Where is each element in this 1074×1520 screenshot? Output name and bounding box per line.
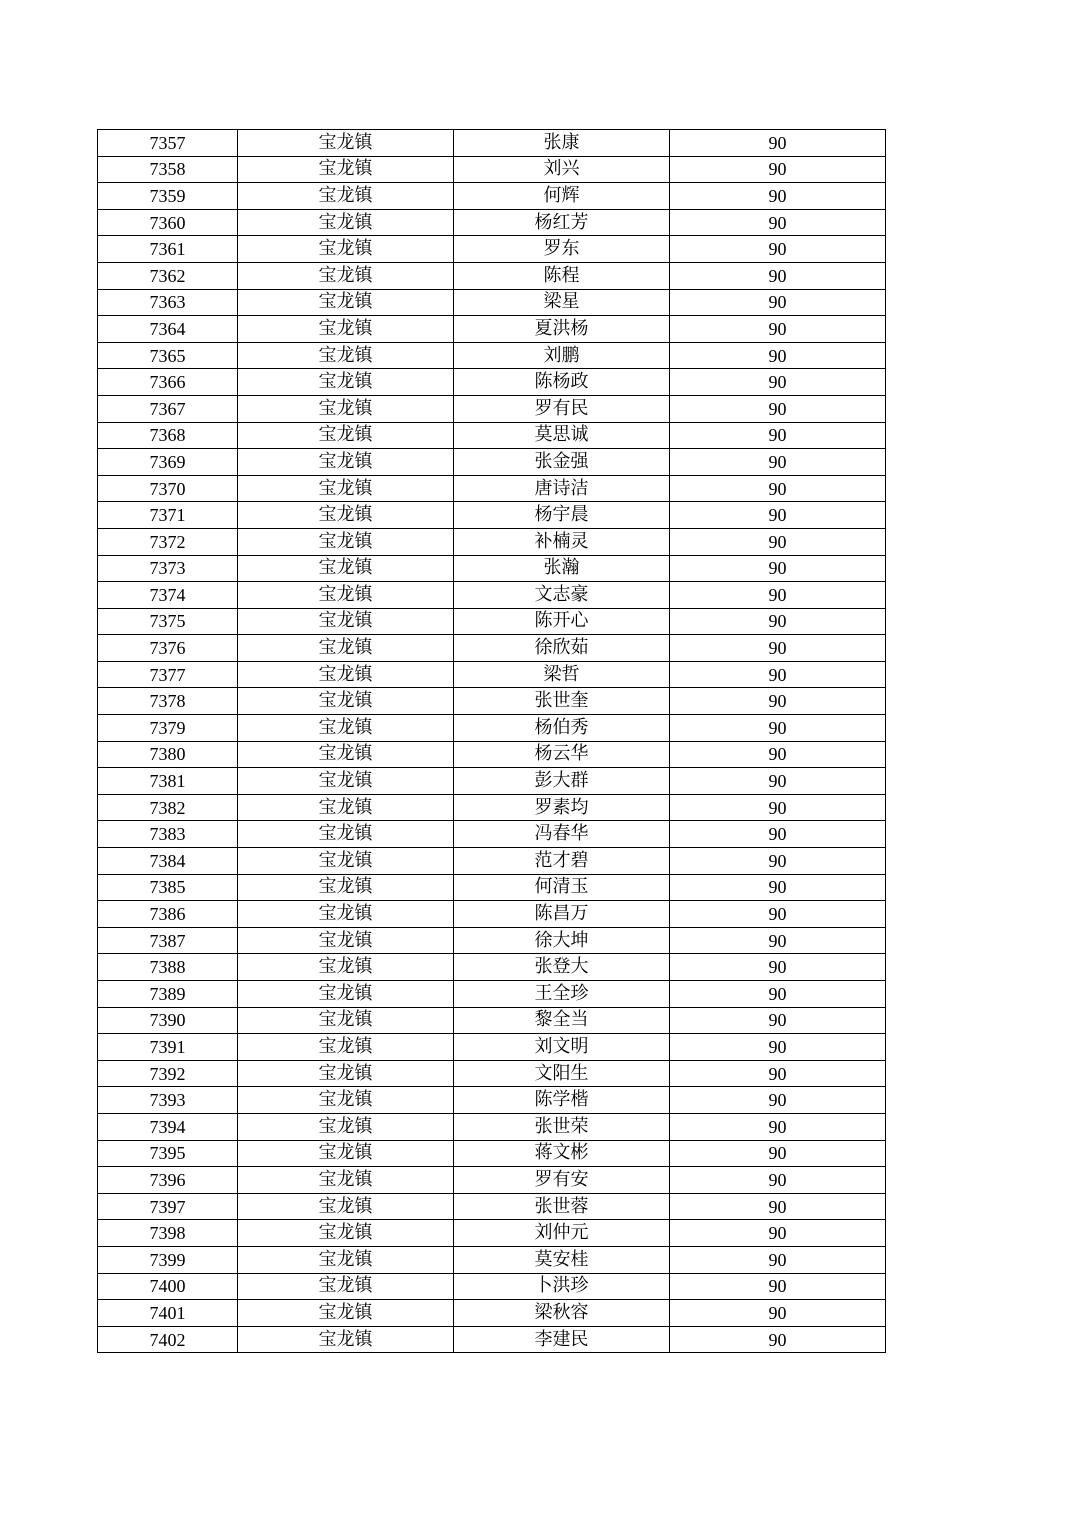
town-cell: 宝龙镇 <box>238 236 454 263</box>
name-cell: 杨云华 <box>454 741 670 768</box>
name-cell: 张世奎 <box>454 688 670 715</box>
town-cell: 宝龙镇 <box>238 1034 454 1061</box>
town-cell: 宝龙镇 <box>238 715 454 742</box>
amount-cell: 90 <box>670 1113 886 1140</box>
name-cell: 陈开心 <box>454 608 670 635</box>
name-cell: 李建民 <box>454 1326 670 1353</box>
town-cell: 宝龙镇 <box>238 661 454 688</box>
name-cell: 张世荣 <box>454 1113 670 1140</box>
amount-cell: 90 <box>670 1300 886 1327</box>
row-number-cell: 7395 <box>98 1140 238 1167</box>
name-cell: 梁哲 <box>454 661 670 688</box>
town-cell: 宝龙镇 <box>238 555 454 582</box>
town-cell: 宝龙镇 <box>238 130 454 157</box>
name-cell: 夏洪杨 <box>454 316 670 343</box>
row-number-cell: 7374 <box>98 582 238 609</box>
name-cell: 张康 <box>454 130 670 157</box>
table-row <box>98 422 886 449</box>
town-cell: 宝龙镇 <box>238 741 454 768</box>
town-cell: 宝龙镇 <box>238 369 454 396</box>
amount-cell: 90 <box>670 1007 886 1034</box>
table-row <box>98 1087 886 1114</box>
amount-cell: 90 <box>670 821 886 848</box>
name-cell: 范才碧 <box>454 848 670 875</box>
table-row <box>98 688 886 715</box>
row-number-cell: 7401 <box>98 1300 238 1327</box>
table-row <box>98 502 886 529</box>
town-cell: 宝龙镇 <box>238 156 454 183</box>
town-cell: 宝龙镇 <box>238 289 454 316</box>
name-cell: 补楠灵 <box>454 528 670 555</box>
amount-cell: 90 <box>670 1034 886 1061</box>
amount-cell: 90 <box>670 981 886 1008</box>
table-row <box>98 1273 886 1300</box>
row-number-cell: 7360 <box>98 209 238 236</box>
row-number-cell: 7386 <box>98 901 238 928</box>
amount-cell: 90 <box>670 927 886 954</box>
name-cell: 冯春华 <box>454 821 670 848</box>
amount-cell: 90 <box>670 156 886 183</box>
amount-cell: 90 <box>670 582 886 609</box>
amount-cell: 90 <box>670 1167 886 1194</box>
town-cell: 宝龙镇 <box>238 262 454 289</box>
table-row <box>98 794 886 821</box>
name-cell: 张瀚 <box>454 555 670 582</box>
name-cell: 黎全当 <box>454 1007 670 1034</box>
row-number-cell: 7382 <box>98 794 238 821</box>
name-cell: 杨伯秀 <box>454 715 670 742</box>
row-number-cell: 7384 <box>98 848 238 875</box>
name-cell: 罗素均 <box>454 794 670 821</box>
amount-cell: 90 <box>670 289 886 316</box>
town-cell: 宝龙镇 <box>238 848 454 875</box>
town-cell: 宝龙镇 <box>238 528 454 555</box>
row-number-cell: 7358 <box>98 156 238 183</box>
row-number-cell: 7397 <box>98 1193 238 1220</box>
name-cell: 刘仲元 <box>454 1220 670 1247</box>
town-cell: 宝龙镇 <box>238 582 454 609</box>
name-cell: 陈昌万 <box>454 901 670 928</box>
town-cell: 宝龙镇 <box>238 608 454 635</box>
table-row <box>98 183 886 210</box>
name-cell: 刘兴 <box>454 156 670 183</box>
name-cell: 莫安桂 <box>454 1246 670 1273</box>
row-number-cell: 7365 <box>98 342 238 369</box>
name-cell: 蒋文彬 <box>454 1140 670 1167</box>
row-number-cell: 7373 <box>98 555 238 582</box>
town-cell: 宝龙镇 <box>238 635 454 662</box>
row-number-cell: 7379 <box>98 715 238 742</box>
amount-cell: 90 <box>670 848 886 875</box>
table-row <box>98 954 886 981</box>
name-cell: 唐诗洁 <box>454 475 670 502</box>
amount-cell: 90 <box>670 608 886 635</box>
amount-cell: 90 <box>670 661 886 688</box>
row-number-cell: 7390 <box>98 1007 238 1034</box>
table-row <box>98 1034 886 1061</box>
name-cell: 梁秋容 <box>454 1300 670 1327</box>
town-cell: 宝龙镇 <box>238 768 454 795</box>
row-number-cell: 7371 <box>98 502 238 529</box>
name-cell: 卜洪珍 <box>454 1273 670 1300</box>
town-cell: 宝龙镇 <box>238 1220 454 1247</box>
table-row <box>98 236 886 263</box>
name-cell: 徐欣茹 <box>454 635 670 662</box>
amount-cell: 90 <box>670 395 886 422</box>
amount-cell: 90 <box>670 130 886 157</box>
town-cell: 宝龙镇 <box>238 874 454 901</box>
town-cell: 宝龙镇 <box>238 821 454 848</box>
amount-cell: 90 <box>670 688 886 715</box>
name-cell: 徐大坤 <box>454 927 670 954</box>
amount-cell: 90 <box>670 1060 886 1087</box>
amount-cell: 90 <box>670 1220 886 1247</box>
town-cell: 宝龙镇 <box>238 422 454 449</box>
table-row <box>98 289 886 316</box>
town-cell: 宝龙镇 <box>238 1300 454 1327</box>
name-cell: 陈杨政 <box>454 369 670 396</box>
town-cell: 宝龙镇 <box>238 1087 454 1114</box>
town-cell: 宝龙镇 <box>238 395 454 422</box>
table-row <box>98 981 886 1008</box>
town-cell: 宝龙镇 <box>238 209 454 236</box>
table-row <box>98 316 886 343</box>
amount-cell: 90 <box>670 236 886 263</box>
amount-cell: 90 <box>670 502 886 529</box>
name-cell: 文志豪 <box>454 582 670 609</box>
row-number-cell: 7402 <box>98 1326 238 1353</box>
row-number-cell: 7400 <box>98 1273 238 1300</box>
table-row <box>98 1193 886 1220</box>
name-cell: 罗有民 <box>454 395 670 422</box>
amount-cell: 90 <box>670 262 886 289</box>
amount-cell: 90 <box>670 475 886 502</box>
row-number-cell: 7366 <box>98 369 238 396</box>
table-row <box>98 209 886 236</box>
row-number-cell: 7368 <box>98 422 238 449</box>
table-row <box>98 1167 886 1194</box>
row-number-cell: 7383 <box>98 821 238 848</box>
name-cell: 何清玉 <box>454 874 670 901</box>
name-cell: 彭大群 <box>454 768 670 795</box>
town-cell: 宝龙镇 <box>238 1007 454 1034</box>
town-cell: 宝龙镇 <box>238 502 454 529</box>
table-row <box>98 1060 886 1087</box>
table-row <box>98 156 886 183</box>
name-cell: 张世蓉 <box>454 1193 670 1220</box>
name-cell: 梁星 <box>454 289 670 316</box>
row-number-cell: 7394 <box>98 1113 238 1140</box>
row-number-cell: 7381 <box>98 768 238 795</box>
row-number-cell: 7359 <box>98 183 238 210</box>
row-number-cell: 7357 <box>98 130 238 157</box>
table-row <box>98 555 886 582</box>
town-cell: 宝龙镇 <box>238 1273 454 1300</box>
town-cell: 宝龙镇 <box>238 475 454 502</box>
amount-cell: 90 <box>670 874 886 901</box>
town-cell: 宝龙镇 <box>238 927 454 954</box>
table-row <box>98 927 886 954</box>
amount-cell: 90 <box>670 209 886 236</box>
name-cell: 何辉 <box>454 183 670 210</box>
table-row <box>98 1220 886 1247</box>
table-row <box>98 369 886 396</box>
amount-cell: 90 <box>670 1193 886 1220</box>
row-number-cell: 7369 <box>98 449 238 476</box>
row-number-cell: 7377 <box>98 661 238 688</box>
amount-cell: 90 <box>670 741 886 768</box>
table-row <box>98 1246 886 1273</box>
amount-cell: 90 <box>670 528 886 555</box>
amount-cell: 90 <box>670 1246 886 1273</box>
row-number-cell: 7362 <box>98 262 238 289</box>
table-row <box>98 342 886 369</box>
name-cell: 杨红芳 <box>454 209 670 236</box>
amount-cell: 90 <box>670 1273 886 1300</box>
table-row <box>98 449 886 476</box>
row-number-cell: 7375 <box>98 608 238 635</box>
row-number-cell: 7376 <box>98 635 238 662</box>
table-row <box>98 1140 886 1167</box>
table-row <box>98 715 886 742</box>
row-number-cell: 7372 <box>98 528 238 555</box>
town-cell: 宝龙镇 <box>238 449 454 476</box>
town-cell: 宝龙镇 <box>238 1140 454 1167</box>
row-number-cell: 7392 <box>98 1060 238 1087</box>
town-cell: 宝龙镇 <box>238 688 454 715</box>
town-cell: 宝龙镇 <box>238 183 454 210</box>
amount-cell: 90 <box>670 316 886 343</box>
table-row <box>98 1007 886 1034</box>
row-number-cell: 7385 <box>98 874 238 901</box>
amount-cell: 90 <box>670 901 886 928</box>
town-cell: 宝龙镇 <box>238 1326 454 1353</box>
table-row <box>98 1113 886 1140</box>
amount-cell: 90 <box>670 369 886 396</box>
name-cell: 王全珍 <box>454 981 670 1008</box>
amount-cell: 90 <box>670 954 886 981</box>
amount-cell: 90 <box>670 1326 886 1353</box>
amount-cell: 90 <box>670 715 886 742</box>
amount-cell: 90 <box>670 422 886 449</box>
name-cell: 张登大 <box>454 954 670 981</box>
amount-cell: 90 <box>670 555 886 582</box>
town-cell: 宝龙镇 <box>238 901 454 928</box>
town-cell: 宝龙镇 <box>238 342 454 369</box>
row-number-cell: 7387 <box>98 927 238 954</box>
table-row <box>98 848 886 875</box>
table-body <box>98 130 886 1353</box>
row-number-cell: 7398 <box>98 1220 238 1247</box>
table-row <box>98 821 886 848</box>
table-row <box>98 608 886 635</box>
table-row <box>98 582 886 609</box>
table-row <box>98 1326 886 1353</box>
amount-cell: 90 <box>670 768 886 795</box>
table-row <box>98 1300 886 1327</box>
row-number-cell: 7396 <box>98 1167 238 1194</box>
amount-cell: 90 <box>670 635 886 662</box>
table-row <box>98 901 886 928</box>
name-cell: 陈学楷 <box>454 1087 670 1114</box>
table-row <box>98 395 886 422</box>
town-cell: 宝龙镇 <box>238 1246 454 1273</box>
name-cell: 罗东 <box>454 236 670 263</box>
table-row <box>98 874 886 901</box>
name-cell: 杨宇晨 <box>454 502 670 529</box>
row-number-cell: 7388 <box>98 954 238 981</box>
row-number-cell: 7380 <box>98 741 238 768</box>
town-cell: 宝龙镇 <box>238 954 454 981</box>
row-number-cell: 7399 <box>98 1246 238 1273</box>
table-row <box>98 528 886 555</box>
town-cell: 宝龙镇 <box>238 1193 454 1220</box>
amount-cell: 90 <box>670 342 886 369</box>
name-cell: 刘鹏 <box>454 342 670 369</box>
town-cell: 宝龙镇 <box>238 1060 454 1087</box>
amount-cell: 90 <box>670 449 886 476</box>
town-cell: 宝龙镇 <box>238 794 454 821</box>
row-number-cell: 7391 <box>98 1034 238 1061</box>
row-number-cell: 7370 <box>98 475 238 502</box>
name-cell: 陈程 <box>454 262 670 289</box>
table-row <box>98 741 886 768</box>
town-cell: 宝龙镇 <box>238 316 454 343</box>
table-row <box>98 262 886 289</box>
name-cell: 罗有安 <box>454 1167 670 1194</box>
row-number-cell: 7364 <box>98 316 238 343</box>
name-cell: 刘文明 <box>454 1034 670 1061</box>
data-table <box>97 129 886 1353</box>
row-number-cell: 7389 <box>98 981 238 1008</box>
amount-cell: 90 <box>670 1140 886 1167</box>
amount-cell: 90 <box>670 183 886 210</box>
table-row <box>98 475 886 502</box>
town-cell: 宝龙镇 <box>238 1113 454 1140</box>
row-number-cell: 7367 <box>98 395 238 422</box>
table-row <box>98 661 886 688</box>
amount-cell: 90 <box>670 1087 886 1114</box>
name-cell: 莫思诚 <box>454 422 670 449</box>
table-row <box>98 130 886 157</box>
amount-cell: 90 <box>670 794 886 821</box>
town-cell: 宝龙镇 <box>238 1167 454 1194</box>
name-cell: 文阳生 <box>454 1060 670 1087</box>
town-cell: 宝龙镇 <box>238 981 454 1008</box>
table-row <box>98 768 886 795</box>
name-cell: 张金强 <box>454 449 670 476</box>
row-number-cell: 7393 <box>98 1087 238 1114</box>
table-row <box>98 635 886 662</box>
row-number-cell: 7361 <box>98 236 238 263</box>
row-number-cell: 7363 <box>98 289 238 316</box>
row-number-cell: 7378 <box>98 688 238 715</box>
